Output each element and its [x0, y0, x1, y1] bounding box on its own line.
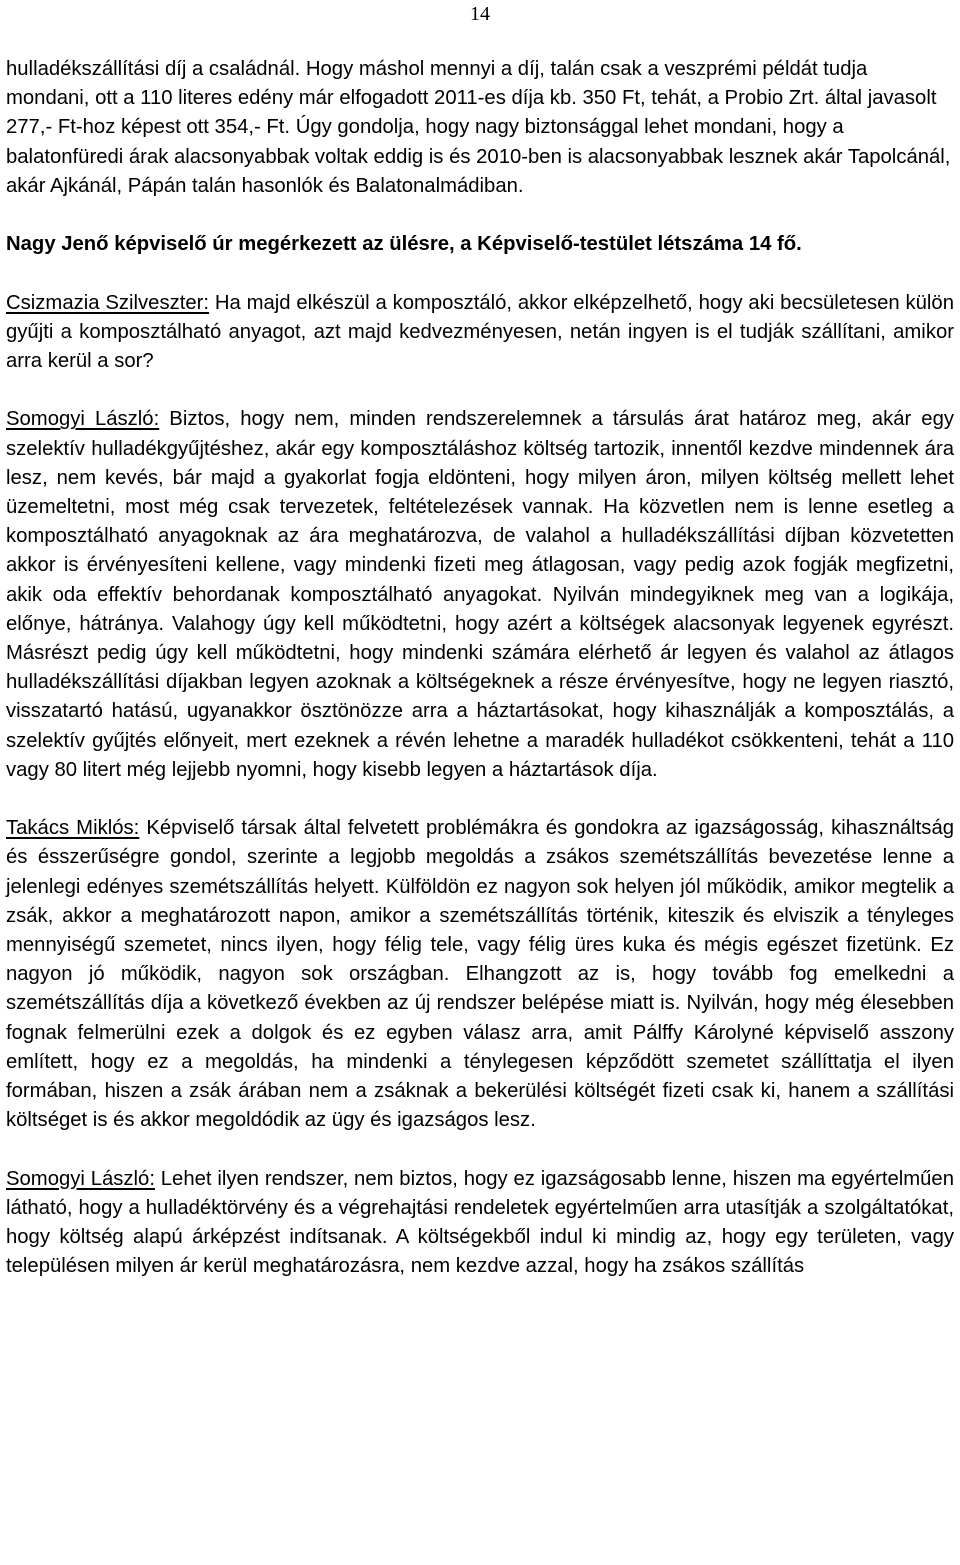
- paragraph-speech-takacs: [6, 814, 954, 1135]
- speaker-name: Takács Miklós:: [6, 817, 140, 840]
- speech-text: Képviselő társak által felvetett problémákra és gondokra az igazságosság, kihasználtság és ésszerűségre gondol, szerinte a legjobb megoldás a zsákos szemétszállítás bevezetése lenne a jelenlegi edényes szemétszállítás helyett. Külföldön ez nagyon sok helyen jól működik, amikor megtelik a zsák, akkor a meghatározott napon, amikor a szemétszállítás történik, kiteszik és elviszik a tényleges mennyiségű szemetet, nincs ilyen, hogy félig tele, vagy félig üres kuka és mégis egészet fizetünk. Ez nagyon jó működik, nagyon sok országban. Elhangzott az is, hogy tovább fog emelkedni a szemétszállítás díja a következő években az új rendszer belépése miatt is. Nyilván, hogy még élesebben fognak felmerülni ezek a dolgok és ez egyben válasz arra, amit Pálffy Károlyné képviselő asszony említett, hogy ez a megoldás, ha mindenki a ténylegesen képződött szemetet szállíttatja el ilyen formában, hiszen a zsák árában nem a zsáknak a bekerülési költségét fizeti csak ki, hanem a szállítási költséget is és akkor megoldódik az ügy és igazságos lesz.: [6, 817, 954, 1132]
- speaker-name: Csizmazia Szilveszter:: [6, 291, 210, 314]
- speech-text: Ha majd elkészül a komposztáló, akkor elképzelhető, hogy aki becsületesen külön gyűjti a komposztálható anyagot, azt majd kedvezményesen, netán ingyen is el tudják szállítani, amikor arra kerül a sor?: [6, 291, 954, 372]
- page-number: 14: [470, 3, 490, 25]
- paragraph-speech-somogyi-2: [6, 1165, 954, 1282]
- paragraph-announcement: Nagy Jenő képviselő úr megérkezett az ülésre, a Képviselő-testület létszáma 14 fő.: [6, 233, 802, 256]
- speaker-name: Somogyi László:: [6, 408, 160, 431]
- speech-text: Lehet ilyen rendszer, nem biztos, hogy ez igazságosabb lenne, hiszen ma egyértelműen látható, hogy a hulladéktörvény és a végrehajtási rendeletek egyértelműen arra utasítják a szolgáltatókat, hogy költség alapú árképzést indítsanak. A költségekből indul ki mindig az, hogy egy területen, vagy településen milyen ár kerül meghatározásra, nem kezdve azzal, hogy ha zsákos szállítás: [6, 1167, 954, 1278]
- paragraph-speech-csizmazia: [6, 289, 954, 377]
- speaker-name: Somogyi László:: [6, 1167, 155, 1190]
- paragraph-continuation: hulladékszállítási díj a családnál. Hogy máshol mennyi a díj, talán csak a veszprémi példát tudja mondani, ott a 110 literes edény már elfogadott 2011-es díja kb. 350 Ft, tehát, a Probio Zrt. által javasolt 277,- Ft-hoz képest ott 354,- Ft. Úgy gondolja, hogy nagy biztonsággal lehet mondani, hogy a balatonfüredi árak alacsonyabbak voltak eddig is és 2010-ben is alacsonyabbak lesznek akár Tapolcánál, akár Ajkánál, Pápán talán hasonlók és Balatonalmádiban.: [6, 58, 951, 197]
- speech-text: Biztos, hogy nem, minden rendszerelemnek a társulás árat határoz meg, akár egy szelektív hulladékgyűjtéshez, akár egy komposztáláshoz költség tartozik, innentől kezdve mindennek ára lesz, nem kevés, bár majd a gyakorlat fogja eldönteni, hogy milyen áron, milyen költség mellett lehet üzemeltetni, most még csak tervezetek, feltételezések vannak. Ha közvetlen nem is lenne esetleg a komposztálható anyagoknak az ára meghatározva, de valahol a hulladékszállítási díjban közvetetten akkor is érvényesíteni kellene, vagy mindenki fizeti meg átlagosan, vagy pedig azok fogják megfizetni, akik oda effektív behordanak komposztálható anyagokat. Nyilván mindegyiknek meg van a logikája, előnye, hátránya. Valahogy úgy kell működtetni, hogy azért a költségek alacsonyak legyenek egyrészt. Másrészt pedig úgy kell működtetni, hogy mindenki számára elérhető ár legyen és valahol az átlagos hulladékszállítási díjakban legyen azoknak a költségeknek a része érvényesítve, hogy ne legyen riasztó, visszatartó hatású, ugyanakkor ösztönözze arra a háztartásokat, hogy kihasználják a komposztálás, a szelektív gyűjtés előnyeit, mert ezeknek a révén lehetne a maradék hulladékot csökkenteni, tehát a 110 vagy 80 litert még lejjebb nyomni, hogy kisebb legyen a háztartások díja.: [6, 408, 955, 781]
- paragraph-speech-somogyi: [6, 405, 954, 785]
- document-body: [6, 55, 954, 1311]
